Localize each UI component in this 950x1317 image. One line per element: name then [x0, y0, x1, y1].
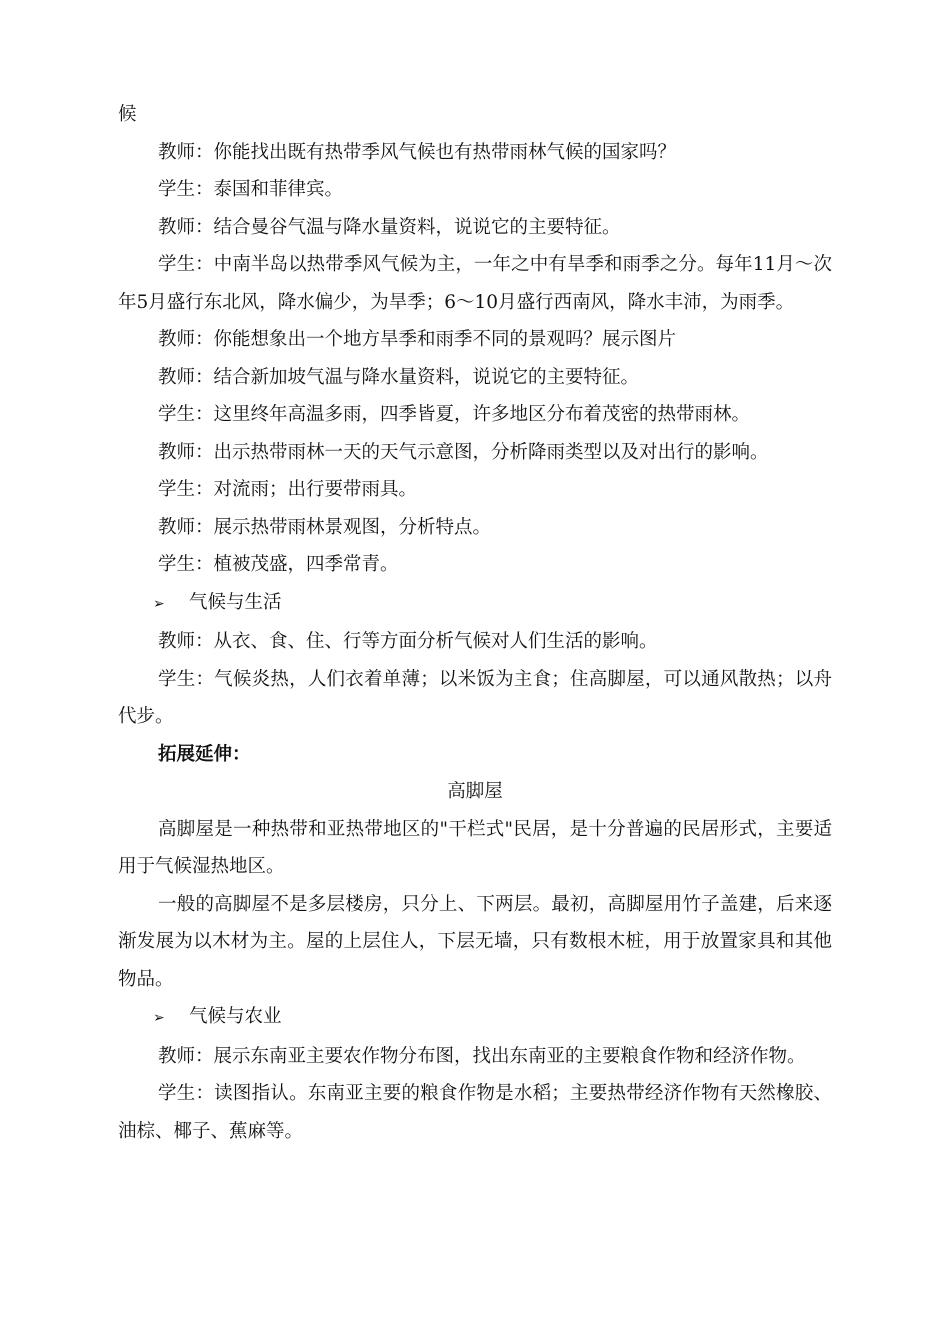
bullet-label: 气候与农业	[189, 1006, 282, 1027]
dialogue-paragraph: 学生：读图指认。东南亚主要的粮食作物是水稻；主要热带经济作物有天然橡胶、油棕、椰子、蕉麻等。	[118, 1083, 832, 1142]
arrow-bullet-icon: ➢	[153, 595, 165, 612]
dialogue-paragraph: 教师：你能想象出一个地方旱季和雨季不同的景观吗？展示图片	[158, 329, 677, 350]
arrow-bullet-icon: ➢	[153, 1010, 165, 1026]
dialogue-paragraph: 教师：出示热带雨林一天的天气示意图，分析降雨类型以及对出行的影响。	[158, 441, 769, 463]
section-bullet-climate-life	[118, 584, 832, 624]
dialogue-paragraph: 教师：展示热带雨林景观图，分析特点。	[158, 516, 492, 538]
bullet-label: 气候与生活	[189, 591, 282, 613]
dialogue-paragraph: 教师：从衣、食、住、行等方面分析气候对人们生活的影响。	[158, 631, 658, 652]
document-body	[118, 96, 832, 1150]
dialogue-paragraph: 学生：中南半岛以热带季风气候为主，一年之中有旱季和雨季之分。每年11月～次年5月盛行东北风，降水偏少，为旱季；6～10月盛行西南风，降水丰沛，为雨季。	[118, 254, 832, 313]
dialogue-paragraph: 教师：展示东南亚主要农作物分布图，找出东南亚的主要粮食作物和经济作物。	[158, 1045, 806, 1067]
article-paragraph: 一般的高脚屋不是多层楼房，只分上、下两层。最初，高脚屋用竹子盖建，后来逐渐发展为以木材为主。屋的上层住人，下层无墙，只有数根木桩，用于放置家具和其他物品。	[118, 893, 832, 990]
dialogue-paragraph: 教师：结合曼谷气温与降水量资料，说说它的主要特征。	[158, 216, 621, 238]
dialogue-paragraph: 教师：结合新加坡气温与降水量资料，说说它的主要特征。	[158, 366, 640, 388]
dialogue-paragraph: 教师：你能找出既有热带季风气候也有热带雨林气候的国家吗？	[158, 141, 677, 163]
extension-heading: 拓展延伸：	[158, 743, 251, 765]
dialogue-paragraph: 学生：这里终年高温多雨，四季皆夏，许多地区分布着茂密的热带雨林。	[158, 404, 751, 425]
dialogue-paragraph: 学生：植被茂盛，四季常青。	[158, 554, 399, 575]
dialogue-paragraph: 学生：气候炎热，人们衣着单薄；以米饭为主食；住高脚屋，可以通风散热；以舟代步。	[118, 668, 832, 727]
article-paragraph: 高脚屋是一种热带和亚热带地区的"干栏式"民居，是十分普遍的民居形式，主要适用于气候湿热地区。	[118, 818, 832, 877]
article-title: 高脚屋	[447, 781, 503, 802]
section-bullet-climate-agriculture	[118, 998, 832, 1038]
paragraph-text: 候	[118, 104, 137, 125]
dialogue-paragraph: 学生：泰国和菲律宾。	[158, 179, 344, 200]
dialogue-paragraph: 学生：对流雨；出行要带雨具。	[158, 479, 418, 500]
